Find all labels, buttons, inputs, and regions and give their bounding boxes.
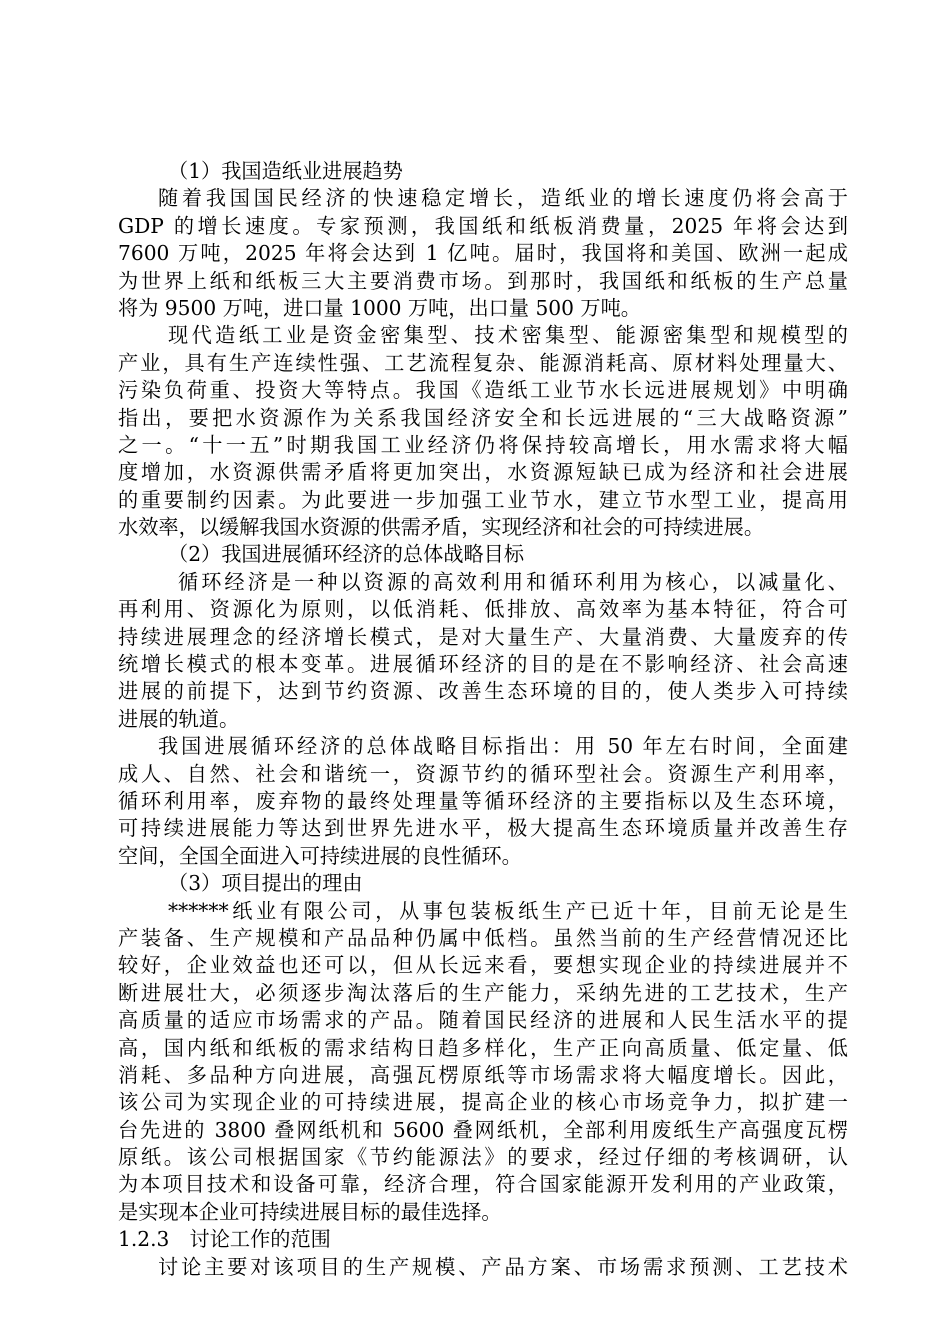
text-line: 高，国内纸和纸板的需求结构日趋多样化，生产正向高质量、低定量、低 [118,1035,848,1060]
text-line: 度增加，水资源供需矛盾将更加突出，水资源短缺已成为经济和社会进展 [118,460,848,485]
text-line: 污染负荷重、投资大等特点。我国《造纸工业节水长远进展规划》中明确 [118,378,848,403]
section-heading [118,870,848,897]
text-line: 7600 万吨，2025 年将会达到 1 亿吨。届时，我国将和美国、欧洲一起成 [118,241,848,266]
text-line: 较好，企业效益也还可以，但从长远来看，要想实现企业的持续进展并不 [118,953,848,978]
section-heading [118,1226,848,1253]
section-heading [118,541,848,568]
text-line: （2）我国进展循环经济的总体战略目标 [168,542,525,567]
body-paragraph [118,898,848,1227]
text-line: 断进展壮大，必须逐步淘汰落后的生产能力，采纳先进的工艺技术，生产 [118,980,848,1005]
text-line: 随着我国国民经济的快速稳定增长，造纸业的增长速度仍将会高于 [158,186,848,211]
text-line: 统增长模式的根本变革。进展循环经济的目的是在不影响经济、社会高速 [118,652,848,677]
body-paragraph [118,569,848,733]
text-line: 产装备、生产规模和产品品种仍属中低档。虽然当前的生产经营情况还比 [118,925,848,950]
text-line: ******纸业有限公司，从事包装板纸生产已近十年，目前无论是生 [168,898,848,923]
body-paragraph [118,1254,848,1281]
text-line: 空间，全国全面进入可持续进展的良性循环。 [118,843,522,868]
text-line: 循环经济是一种以资源的高效利用和循环利用为核心，以减量化、 [178,569,848,594]
section-heading [118,158,848,185]
body-paragraph [118,185,848,322]
text-line: 是实现本企业可持续进展目标的最佳选择。 [118,1199,502,1224]
text-line: 1.2.3 讨论工作的范围 [118,1227,331,1252]
text-line: 持续进展理念的经济增长模式，是对大量生产、大量消费、大量废弃的传 [118,624,848,649]
text-line: 该公司为实现企业的可持续进展，提高企业的核心市场竞争力，拟扩建一 [118,1090,848,1115]
text-line: 进展的前提下，达到节约资源、改善生态环境的目的，使人类步入可持续 [118,679,848,704]
text-line: 原纸。该公司根据国家《节约能源法》的要求，经过仔细的考核调研，认 [118,1145,848,1170]
text-line: 为本项目技术和设备可靠，经济合理，符合国家能源开发利用的产业政策， [118,1172,848,1197]
text-line: 我国进展循环经济的总体战略目标指出：用 50 年左右时间，全面建 [158,734,848,759]
text-line: 产业，具有生产连续性强、工艺流程复杂、能源消耗高、原材料处理量大、 [118,350,848,375]
text-line: 将为 9500 万吨，进口量 1000 万吨，出口量 500 万吨。 [118,295,641,320]
text-line: （3）项目提出的理由 [168,871,363,896]
text-line: 的重要制约因素。为此要进一步加强工业节水，建立节水型工业，提高用 [118,487,848,512]
text-line: 为世界上纸和纸板三大主要消费市场。到那时，我国纸和纸板的生产总量 [118,268,848,293]
document-page [118,158,848,1281]
text-line: 台先进的 3800 叠网纸机和 5600 叠网纸机，全部利用废纸生产高强度瓦楞 [118,1117,848,1142]
body-paragraph [118,322,848,541]
text-line: GDP 的增长速度。专家预测，我国纸和纸板消费量，2025 年将会达到 [118,213,848,238]
text-line: 高质量的适应市场需求的产品。随着国民经济的进展和人民生活水平的提 [118,1008,848,1033]
text-line: 水效率，以缓解我国水资源的供需矛盾，实现经济和社会的可持续进展。 [118,515,765,540]
text-line: （1）我国造纸业进展趋势 [168,159,403,183]
body-paragraph [118,733,848,870]
text-line: 进展的轨道。 [118,706,240,731]
text-line: 循环利用率，废弃物的最终处理量等循环经济的主要指标以及生态环境， [118,788,848,813]
text-line: 之一。“十一五”时期我国工业经济仍将保持较高增长，用水需求将大幅 [118,432,848,457]
text-line: 指出，要把水资源作为关系我国经济安全和长远进展的“三大战略资源” [118,405,848,430]
text-line: 成人、自然、社会和谐统一，资源节约的循环型社会。资源生产利用率， [118,761,848,786]
text-line: 再利用、资源化为原则，以低消耗、低排放、高效率为基本特征，符合可 [118,597,848,622]
text-line: 讨论主要对该项目的生产规模、产品方案、市场需求预测、工艺技术 [158,1254,848,1279]
text-line: 消耗、多品种方向进展，高强瓦楞原纸等市场需求将大幅度增长。因此， [118,1062,848,1087]
text-line: 可持续进展能力等达到世界先进水平，极大提高生态环境质量并改善生存 [118,816,848,841]
text-line: 现代造纸工业是资金密集型、技术密集型、能源密集型和规模型的 [168,323,848,348]
